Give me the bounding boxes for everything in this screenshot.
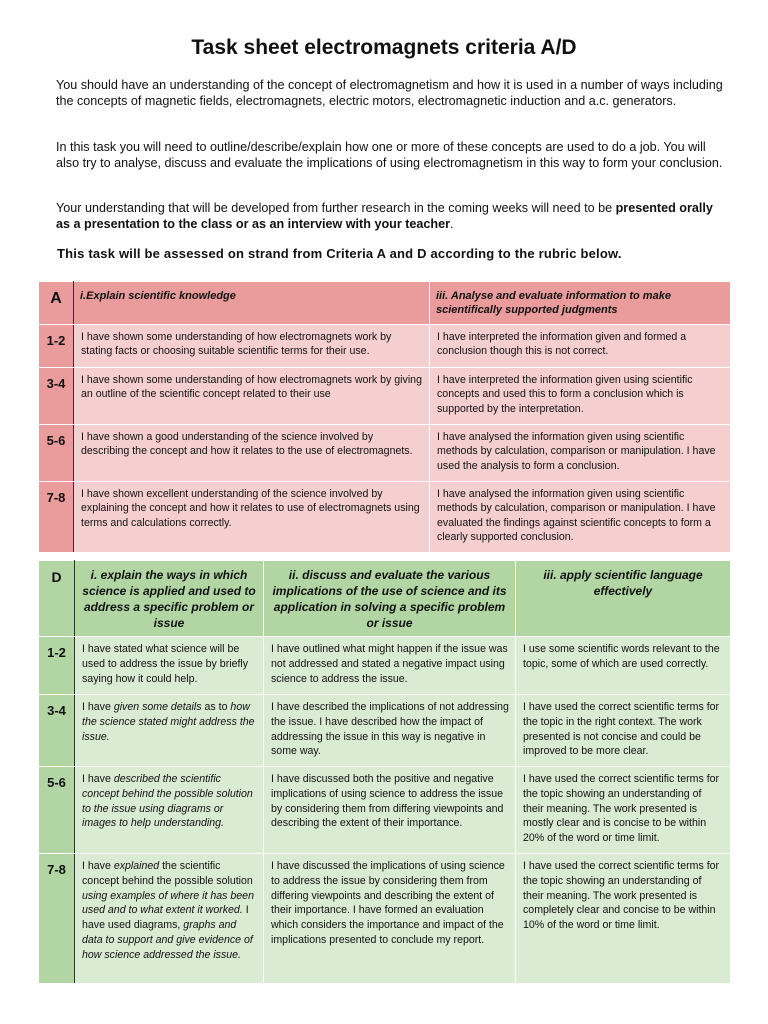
intro-paragraph-3-text: Your understanding that will be developed from further research in the coming weeks will need to be [56, 201, 616, 215]
rubric-cell: I have shown a good understanding of the science involved by describing the concept and how it relates to the use of electromagnets. [74, 425, 430, 482]
italic-text-run: described the scientific concept behind the possible solution to the issue using diagrams or images to help understanding. [82, 773, 253, 830]
criteria-a-header-1: i.Explain scientific knowledge [74, 282, 430, 325]
criteria-d-header-row [39, 561, 731, 637]
rubric-cell: I have interpreted the information given using scientific concepts and used this to form a conclusion which is supported by the interpretation. [430, 368, 731, 425]
rubric-cell: I have used the correct scientific terms for the topic showing an understanding of their meaning. The work presented is completely clear and concise to be within 10% of the word or time limit. [516, 854, 731, 984]
level-label: 5-6 [39, 425, 74, 482]
criteria-a-table [38, 281, 731, 553]
criteria-d-header-1: i. explain the ways in which science is applied and used to address a specific problem or issue [75, 561, 264, 637]
rubric-cell: I have analysed the information given using scientific methods by calculation, comparison or manipulation. I have used the analysis to form a conclusion. [430, 425, 731, 482]
level-label: 7-8 [39, 482, 74, 553]
table-row [39, 637, 731, 695]
italic-text-run: given some details [113, 701, 202, 713]
rubric-cell: I have discussed the implications of using science to address the issue by considering them from differing viewpoints and describing the extent of their importance. I have formed an evaluation which considers the importance and impact of the implications presented to conclude my report. [264, 854, 516, 984]
rubric-cell: I have used the correct scientific terms for the topic showing an understanding of their meaning. The work presented is mostly clear and is concise to be within 20% of the word or time limit. [516, 767, 731, 854]
table-row [39, 425, 731, 482]
rubric-cell: I have interpreted the information given and formed a conclusion though this is not correct. [430, 325, 731, 368]
table-row [39, 695, 731, 767]
table-row [39, 482, 731, 553]
text-run: I have [82, 773, 114, 785]
criteria-a-header-row [39, 282, 731, 325]
rubric-cell: I have shown excellent understanding of the science involved by explaining the concept and how it relates to use of electromagnets using terms and calculations correctly. [74, 482, 430, 553]
text-run: as to [201, 701, 231, 713]
level-label: 5-6 [39, 767, 75, 854]
table-row [39, 854, 731, 984]
text-run: I have [82, 701, 114, 713]
intro-paragraph-3 [56, 201, 728, 232]
table-row [39, 368, 731, 425]
criteria-a-label: A [39, 282, 74, 325]
level-label: 1-2 [39, 325, 74, 368]
criteria-a-header-2: iii. Analyse and evaluate information to make scientifically supported judgments [430, 282, 731, 325]
table-row [39, 767, 731, 854]
level-label: 3-4 [39, 695, 75, 767]
text-run: the scientific concept behind the possible solution [82, 860, 253, 887]
intro-paragraph-3-bold: presented orally as a presentation to the class or as an interview with your teacher [56, 201, 713, 231]
intro-paragraph-3-end: . [450, 216, 454, 231]
rubric-cell: I use some scientific words relevant to the topic, some of which are used correctly. [516, 637, 731, 695]
criteria-d-label: D [39, 561, 75, 637]
italic-text-run: using examples of where it has been used and to what extent it worked. [82, 889, 254, 917]
level-label: 1-2 [39, 637, 75, 695]
level-label: 7-8 [39, 854, 75, 984]
page-title: Task sheet electromagnets criteria A/D [191, 36, 577, 59]
intro-paragraph-1: You should have an understanding of the concept of electromagnetism and how it is used in a number of ways including the concepts of magnetic fields, electromagnets, electric motors, electromagnetic induction and a.c. generators. [56, 78, 723, 108]
rubric-cell: I have analysed the information given using scientific methods by calculation, comparison or manipulation. I have evaluated the findings against scientific concepts to form a clearly supported conclusion. [430, 482, 731, 553]
text-run: I have [82, 860, 114, 872]
rubric-cell: I have described the implications of not addressing the issue. I have described how the impact of addressing the issue in this way is negative in some way. [264, 695, 516, 767]
rubric-cell-rich [75, 767, 264, 854]
rubric-cell: I have discussed both the positive and negative implications of using science to address the issue by considering them from differing viewpoints and describing the extent of their importance. [264, 767, 516, 854]
rubric-cell-rich [75, 695, 264, 767]
intro-paragraph-2: In this task you will need to outline/describe/explain how one or more of these concepts are used to do a job. You will also try to analyse, discuss and evaluate the implications of using electromagnetism in this way to form your conclusion. [56, 140, 723, 170]
level-label: 3-4 [39, 368, 74, 425]
criteria-d-header-3: iii. apply scientific language effectively [516, 561, 731, 637]
rubric-cell: I have shown some understanding of how electromagnets work by stating facts or choosing suitable scientific terms for their use. [74, 325, 430, 368]
text-run: I have used diagrams, [82, 904, 249, 932]
rubric-cell-rich [75, 854, 264, 984]
italic-text-run: graphs and data to support and give evidence of how science addressed the issue. [82, 919, 253, 961]
italic-text-run: how the science stated might address the issue. [82, 701, 255, 743]
rubric-cell-rich [75, 637, 264, 695]
criteria-d-header-2: ii. discuss and evaluate the various implications of the use of science and its application in solving a specific problem or issue [264, 561, 516, 637]
rubric-cell: I have shown some understanding of how electromagnets work by giving an outline of the scientific concept related to their use [74, 368, 430, 425]
rubric-cell: I have used the correct scientific terms for the topic in the right context. The work presented is not concise and could be improved to be more clear. [516, 695, 731, 767]
criteria-d-table [38, 560, 731, 984]
table-row [39, 325, 731, 368]
text-run: I have stated what science will be used to address the issue by briefly saying how it could help. [82, 643, 249, 685]
italic-text-run: explained [113, 860, 160, 872]
assessment-note: This task will be assessed on strand from Criteria A and D according to the rubric below. [57, 246, 622, 261]
rubric-cell: I have outlined what might happen if the issue was not addressed and stated a negative impact using science to address the issue. [264, 637, 516, 695]
